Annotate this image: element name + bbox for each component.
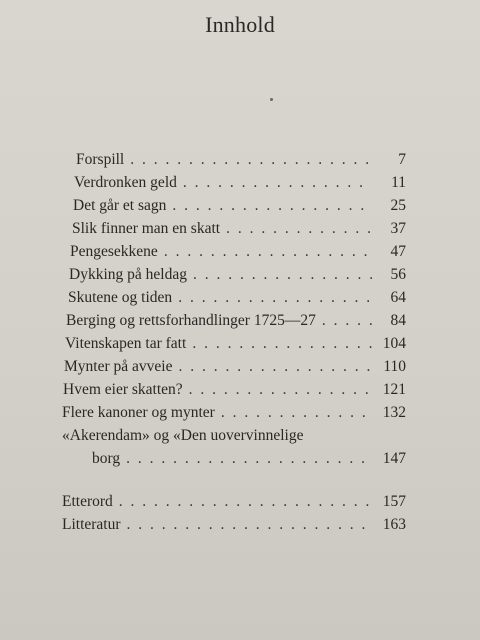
leader-dots [192, 332, 372, 355]
toc-entry-title: Etterord [62, 493, 113, 510]
toc-entry-page: 7 [398, 151, 406, 168]
toc-entry-title: Flere kanoner og mynter [62, 404, 215, 421]
page-title: Innhold [205, 12, 275, 37]
toc-entry-page: 110 [383, 358, 406, 375]
leader-dots [126, 447, 372, 470]
toc-entry-page: 147 [382, 450, 406, 467]
toc-entry-page: 84 [390, 312, 406, 329]
leader-dots [189, 378, 372, 401]
toc-entry-page: 64 [390, 289, 406, 306]
toc-entry-title: Pengesekkene [70, 243, 158, 260]
leader-dots [193, 263, 372, 286]
toc-entry-page: 11 [391, 174, 406, 191]
toc-entry [62, 171, 406, 194]
leader-dots [183, 171, 372, 194]
toc-entry [62, 513, 406, 536]
toc-entry [62, 286, 406, 309]
paper-speck [270, 98, 273, 101]
table-of-contents [62, 148, 406, 470]
toc-entry [62, 490, 406, 513]
toc-entry [62, 332, 406, 355]
toc-entry-title: Vitenskapen tar fatt [65, 335, 187, 352]
toc-entry [62, 194, 406, 217]
toc-entry-page: 104 [382, 335, 406, 352]
toc-entry-title: Litteratur [62, 516, 121, 533]
toc-entry-page: 121 [382, 381, 406, 398]
toc-entry-title: Slik finner man en skatt [72, 220, 221, 237]
leader-dots [178, 286, 372, 309]
leader-dots [172, 194, 372, 217]
toc-entry [62, 355, 406, 378]
toc-entry-page: 163 [382, 516, 406, 533]
toc-entry-title: Berging og rettsforhandlinger 1725—27 [66, 312, 316, 329]
toc-entry-title: borg [92, 450, 121, 467]
toc-entry [62, 148, 406, 171]
toc-entry-page: 37 [390, 220, 406, 237]
toc-entry-title: Verdronken geld [74, 174, 177, 191]
toc-entry [62, 240, 406, 263]
toc-entry-title: Forspill [76, 151, 125, 168]
leader-dots [119, 490, 372, 513]
toc-entry [62, 309, 406, 332]
toc-entry [62, 378, 406, 401]
back-matter [62, 490, 406, 536]
toc-entry-page: 47 [390, 243, 406, 260]
toc-entry [62, 401, 406, 424]
leader-dots [221, 401, 372, 424]
toc-entry-title: Dykking på heldag [69, 266, 187, 283]
leader-dots [164, 240, 372, 263]
toc-entry-title: Det går et sagn [73, 197, 167, 214]
leader-dots [178, 355, 372, 378]
leader-dots [130, 148, 372, 171]
toc-entry-title: Mynter på avveie [64, 358, 173, 375]
toc-entry [62, 263, 406, 286]
toc-entry-title: Skutene og tiden [68, 289, 173, 306]
toc-entry [62, 217, 406, 240]
toc-entry-page: 157 [382, 493, 406, 510]
leader-dots [322, 309, 372, 332]
toc-entry [62, 424, 406, 447]
toc-entry-page: 132 [382, 404, 406, 421]
toc-entry-page: 25 [390, 197, 406, 214]
toc-entry-continuation [62, 447, 406, 470]
toc-entry-page: 56 [390, 266, 406, 283]
toc-entry-title: «Akerendam» og «Den uovervinnelige [62, 427, 304, 444]
leader-dots [226, 217, 372, 240]
toc-entry-title: Hvem eier skatten? [63, 381, 183, 398]
leader-dots [127, 513, 372, 536]
